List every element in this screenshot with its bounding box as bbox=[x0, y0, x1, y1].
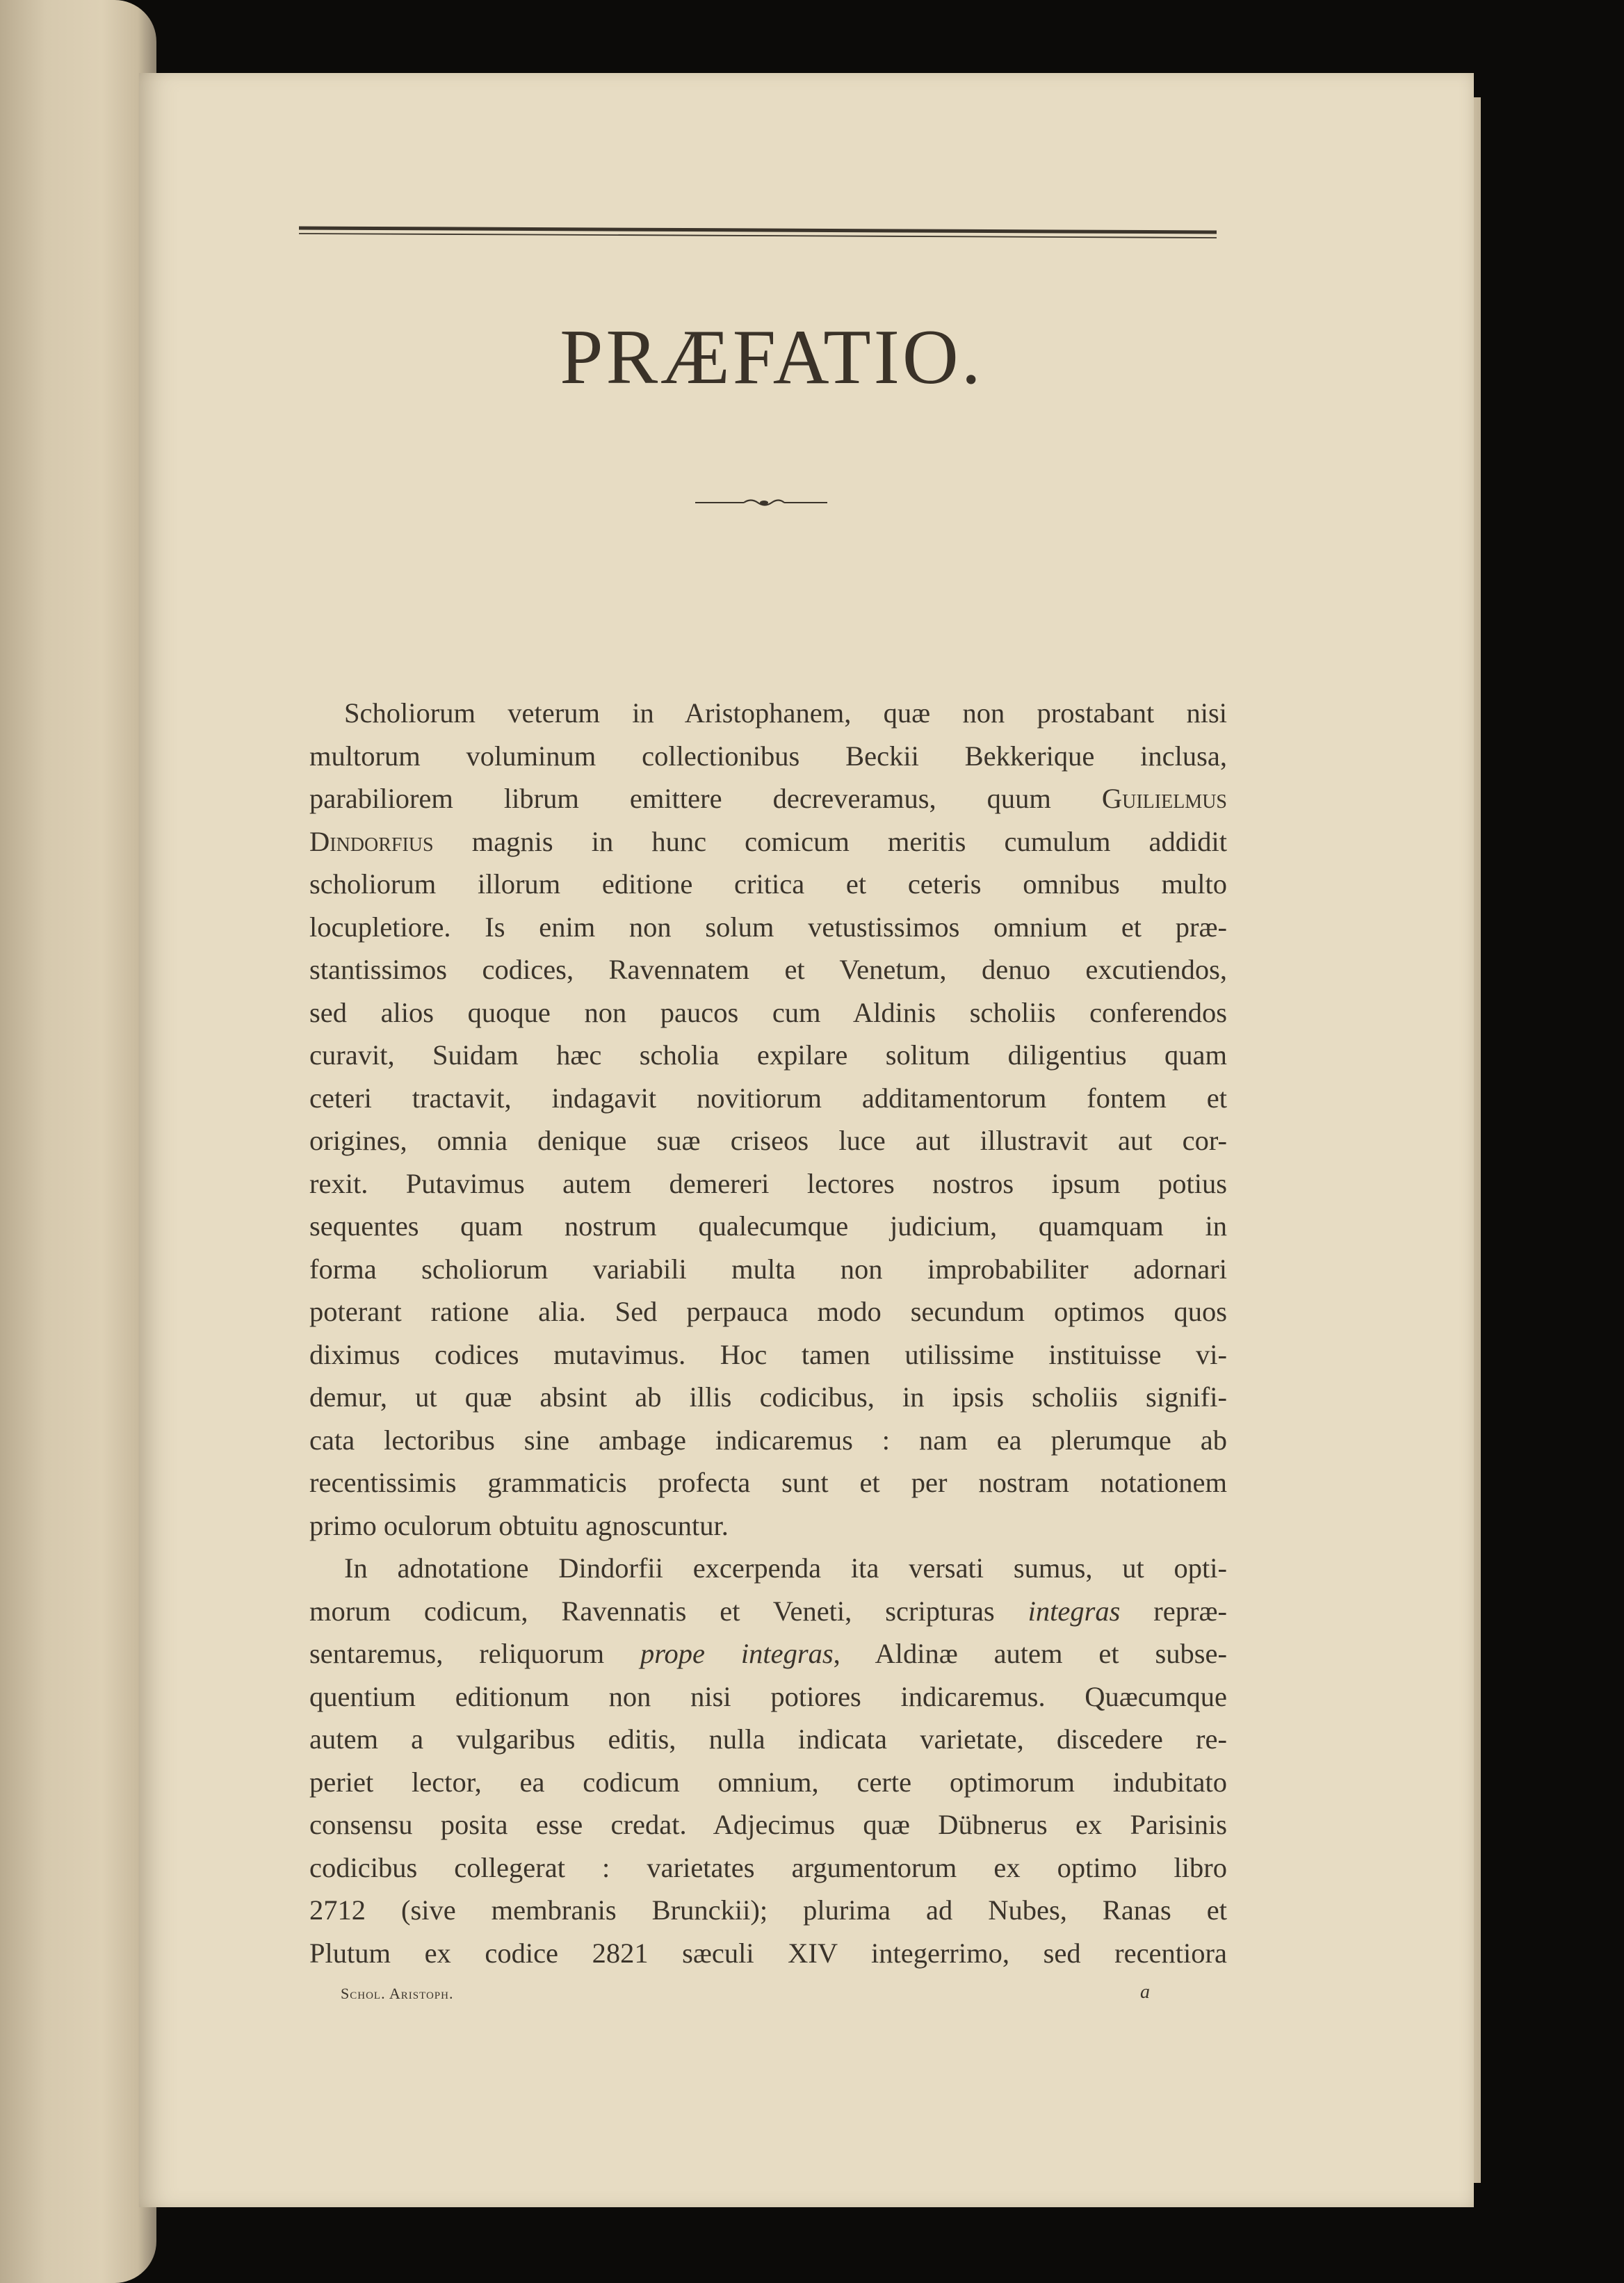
text-line: In adnotatione Dindorfii excerpenda ita versati sumus, ut opti- bbox=[344, 1552, 1227, 1584]
author-last-name: Dindorfius bbox=[309, 825, 434, 857]
text-line: sentaremus, reliquorum prope integras, Aldinæ autem et subse- bbox=[309, 1638, 1227, 1669]
text-line: sequentes quam nostrum qualecumque judicium, quamquam in bbox=[309, 1210, 1227, 1242]
text-line: cata lectoribus sine ambage indicaremus : nam ea plerumque ab bbox=[309, 1424, 1227, 1456]
author-first-name: Guilielmus bbox=[1101, 783, 1227, 814]
text-line: recentissimis grammaticis profecta sunt et per nostram notationem bbox=[309, 1467, 1227, 1498]
text-line: quentium editionum non nisi potiores indicaremus. Quæcumque bbox=[309, 1680, 1227, 1712]
facing-page-edge bbox=[0, 0, 156, 2283]
text-line: 2712 (sive membranis Brunckii); plurima ad Nubes, Ranas et bbox=[309, 1894, 1227, 1926]
text-line: consensu posita esse credat. Adjecimus quæ Dübnerus ex Parisinis bbox=[309, 1809, 1227, 1840]
italic-phrase: prope integras bbox=[640, 1638, 834, 1669]
text-line: diximus codices mutavimus. Hoc tamen utilissime instituisse vi- bbox=[309, 1338, 1227, 1370]
text-line: curavit, Suidam hæc scholia expilare solitum diligentius quam bbox=[309, 1039, 1227, 1071]
text-line: scholiorum illorum editione critica et ceteris omnibus multo bbox=[309, 868, 1227, 900]
text-line: autem a vulgaribus editis, nulla indicata varietate, discedere re- bbox=[309, 1723, 1227, 1755]
text-line: morum codicum, Ravennatis et Veneti, scripturas integras repræ- bbox=[309, 1595, 1227, 1627]
text-line: demur, ut quæ absint ab illis codicibus, in ipsis scholiis signifi- bbox=[309, 1381, 1227, 1413]
book-page bbox=[139, 73, 1474, 2207]
text-line: primo oculorum obtuitu agnoscuntur. bbox=[309, 1509, 729, 1541]
text-line: rexit. Putavimus autem demereri lectores nostros ipsum potius bbox=[309, 1167, 1227, 1199]
text-line: Scholiorum veterum in Aristophanem, quæ non prostabant nisi bbox=[344, 697, 1227, 729]
text-line: multorum voluminum collectionibus Beckii Bekkerique inclusa, bbox=[309, 740, 1227, 772]
text-line: ceteri tractavit, indagavit novitiorum additamentorum fontem et bbox=[309, 1082, 1227, 1114]
text-line: Dindorfius magnis in hunc comicum meritis cumulum addidit bbox=[309, 825, 1227, 857]
text-line: Plutum ex codice 2821 sæculi XIV integerrimo, sed recentiora bbox=[309, 1937, 1227, 1969]
text-line: origines, omnia denique suæ criseos luce aut illustravit aut cor- bbox=[309, 1125, 1227, 1156]
signature-mark: a bbox=[1140, 1981, 1150, 2003]
header-double-rule bbox=[299, 222, 1217, 243]
text-line: codicibus collegerat : varietates argumentorum ex optimo libro bbox=[309, 1851, 1227, 1883]
text-line: stantissimos codices, Ravennatem et Venetum, denuo excutiendos, bbox=[309, 954, 1227, 985]
preface-body bbox=[309, 692, 1227, 1974]
text-line: forma scholiorum variabili multa non improbabiliter adornari bbox=[309, 1253, 1227, 1285]
text-line: poterant ratione alia. Sed perpauca modo secundum optimos quos bbox=[309, 1296, 1227, 1327]
text-line: parabiliorem librum emittere decreveramus, quum Guilielmus bbox=[309, 783, 1227, 814]
text-line: locupletiore. Is enim non solum vetustissimos omnium et præ- bbox=[309, 911, 1227, 943]
fleuron-ornament bbox=[695, 494, 827, 512]
text-line: periet lector, ea codicum omnium, certe optimorum indubitato bbox=[309, 1766, 1227, 1798]
page-title: PRÆFATIO. bbox=[560, 314, 984, 400]
signature-line: Schol. Aristoph. bbox=[341, 1985, 454, 2002]
italic-word: integras bbox=[1028, 1595, 1121, 1627]
text-line: sed alios quoque non paucos cum Aldinis scholiis conferendos bbox=[309, 996, 1227, 1028]
